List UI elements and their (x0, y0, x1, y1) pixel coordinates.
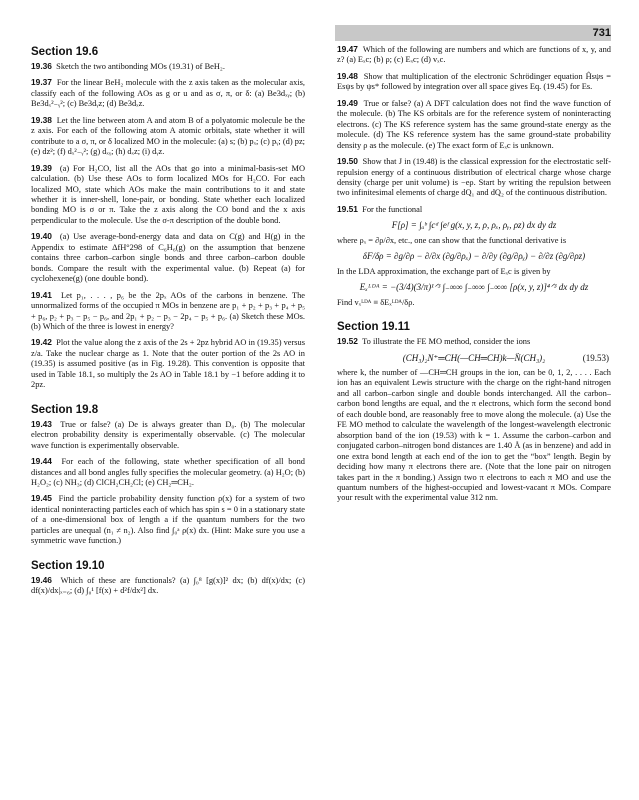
problem-19-52-body: where k, the number of —CH═CH groups in the ion, can be 0, 1, 2, . . . . Each ion has an equivalent Lewis structure with the charge on the right-hand nitrogen and all carbon–carbon single and double bonds interchanged. All the carbon–carbon bond lengths are equal, and the π electrons, which form the second bond of each double bond, are reasonably free to move along the molecule. (a) Use the FE MO method to calculate the wavelength of the longest-wavelength electronic absorption band of the ion (19.53) with k = 1. Assume the carbon–carbon and conjugated carbon–nitrogen bond distances are 1.40 Å (as in benzene) and add in one extra bond length at each end of the ion to get the “box” length. Begin by deciding how many π electrons there are. (Note that the lone pair on nitrogen takes part in the π bonding.) Assign two π electrons to each π MO and use the quantum numbers of the highest-occupied and lowest-vacant π MOs. Compare your result with the experimental value 312 nm. (337, 367, 611, 503)
problem-19-52: 19.52 To illustrate the FE MO method, consider the ions (337, 336, 531, 347)
equation-lda-exchange: Eₓᴸᴰᴬ = −(3/4)(3/π)¹ᐟ³ ∫₋∞∞ ∫₋∞∞ ∫₋∞∞ [ρ(x, y, z)]⁴ᐟ³ dx dy dz (359, 282, 589, 293)
problem-19-38: 19.38 Let the line between atom A and atom B of a polyatomic molecule be the z axis. For each of the following atom A atomic orbitals, state whether it will contribute to a σ, π, or δ localized MO in the molecule: (a) s; (b) pₓ; (c) pᵧ; (d) pz; (e) dz²; (f) dₓ²₋ᵧ²; (g) dₓᵧ; (h) dₓz; (i) dᵧz. (31, 114, 305, 157)
section-title-19-8: Section 19.8 (31, 403, 99, 416)
problem-19-49: 19.49 True or false? (a) A DFT calculation does not find the wave function of the molecule. (b) The KS orbitals are for the reference system of noninteracting electrons. (c) The KS reference system has the same ground-state energy as the molecule. (d) The KS reference system has the same ground-state probability density ρ as the molecule. (e) The exact form of Eₓc is unknown. (337, 97, 612, 150)
problem-19-37: 19.37 For the linear BeH₂ molecule with the z axis taken as the molecular axis, classify each of the following AOs as g or u and as σ, π, or δ: (a) Be3dₓᵧ; (b) Be3dₓ²₋ᵧ²; (c) Be3dᵧz; (d) Be3dₓz. (31, 77, 306, 109)
equation-ion (337, 353, 611, 363)
lda-text: In the LDA approximation, the exchange part of Eₓc is given by (337, 266, 551, 276)
right-column (337, 44, 611, 509)
problem-19-45: 19.45 Find the particle probability density function ρ(x) for a system of two identical noninteracting particles each of which has spin s = 0 in a stationary state of a one-dimensional box of length a if the quantum numbers for the two particles are unequal (n₁ ≠ n₂). Also find ∫₀ᵃ ρ(x) dx. (Hint: Make sure you use a symmetric wave function.) (31, 493, 305, 546)
problem-19-44: 19.44 For each of the following, state whether specification of all bond distances and all bond angles fully specifies the molecular geometry. (a) H₂O; (b) H₂O₂; (c) NH₃; (d) ClCH₂CH₂Cl; (e) CH₂═CH₂. (31, 456, 305, 487)
problem-19-41: 19.41 Let p₁, . . . , p₆ be the 2pₓ AOs of the carbons in benzene. The unnormalized forms of the occupied π MOs in benzene are p₁ + p₂ + p₃ + p₄ + p₅ + p₆, p₂ + p₃ − p₅ − p₆, and 2p₁ + p₂ − p₃ − 2p₄ − p₅ + p₆. (a) Sketch these MOs. (b) Which of the three is lowest in energy? (31, 289, 306, 331)
problem-19-46: 19.46 Which of these are functionals? (a) ∫₀⁸ [g(x)]² dx; (b) df(x)/dx; (c) df(x)/dx|ₓ₌₆; (d) ∫₀¹ [f(x) + d²f/dx²] dx. (31, 574, 305, 596)
lda-find-text: Find vₓᴸᴰᴬ ≡ δEₓᴸᴰᴬ/δρ. (337, 297, 415, 307)
problem-19-39: 19.39 (a) For H₂CO, list all the AOs that go into a minimal-basis-set MO calculation. (b) Use these AOs to form localized MOs for H₂CO. For each localized MO, state which AOs make the main contributions to it and state whether it is inner-shell, lone-pair, or bonding. State whether each localized bonding MO is σ or π. Take the z axis along the CO bond and the x axis perpendicular to the molecule. Use the σ-π description of the double bond. (31, 162, 305, 225)
ion-formula: (CH₃)₂N⁺═CH(—CH═CH)k—N̈(CH₃)₂ (402, 352, 546, 363)
equation-number: (19.53) (582, 352, 609, 363)
problem-19-47: 19.47 Which of the following are numbers and which are functions of x, y, and z? (a) Eₓc; (b) ρ; (c) Eₓc; (d) vₓc. (337, 44, 611, 65)
section-title-19-11: Section 19.11 (337, 321, 410, 334)
problem-19-48: 19.48 Show that multiplication of the electronic Schrödinger equation Ĥsψs = Esψs by ψs* followed by integration over all space gives Eq. (19.45) for Es. (337, 70, 611, 92)
problem-19-43: 19.43 True or false? (a) De is always greater than D₀. (b) The molecular electron probability density is experimentally observable. (c) The molecular wave function is experimentally observable. (31, 418, 306, 450)
equation-functional-derivative: δF/δρ = ∂g/∂ρ − ∂/∂x (∂g/∂ρₓ) − ∂/∂y (∂g/∂ρᵧ) − ∂/∂z (∂g/∂ρz) (362, 251, 586, 262)
header-bar (335, 25, 611, 41)
section-title-19-6: Section 19.6 (31, 46, 99, 58)
left-column (31, 44, 305, 602)
section-title-19-10: Section 19.10 (31, 559, 105, 572)
page-number: 731 (592, 27, 611, 39)
equation-functional: F[ρ] = ∫ₐᵇ ∫cᵈ ∫eᶠ g(x, y, z, ρ, ρₓ, ρᵧ, ρz) dx dy dz (391, 220, 557, 231)
problem-19-51: 19.51 For the functional (337, 203, 423, 214)
problem-19-36: 19.36 Sketch the two antibonding MOs (19.31) of BeH₂. (31, 61, 225, 71)
problem-19-50: 19.50 Show that J in (19.48) is the classical expression for the electrostatic self-repulsion energy of a continuous distribution of electrical charge whose charge density (charge per unit volume) is −eρ. Start by writing the repulsion between two infinitesimal elements of charge dQ₁ and dQ₂ of the continuous distribution. (337, 156, 611, 198)
functional-derivative-text: where ρₓ = ∂ρ/∂x, etc., one can show that the functional derivative is (337, 235, 567, 245)
problem-19-40: 19.40 (a) Use average-bond-energy data and data on C(g) and H(g) in the Appendix to estimate ΔfH°298 of C₆H₆(g) on the assumption that benzene contains three carbon–carbon single bonds and three carbon–carbon double bonds. Compare the result with the experimental value. (b) Repeat (a) for cyclohexene(g) (one double bond). (31, 231, 306, 284)
problem-19-42: 19.42 Plot the value along the z axis of the 2s + 2pz hybrid AO in (19.35) versus z/a. Take the nuclear charge as 1. Note that the outer portion of the 2s AO in (19.35) is assumed positive (as in Fig. 19.28). This convention is opposite that used in Table 18.1, so multiply the 2s AO in Table 18.1 by −1 before adding it to 2pz. (31, 337, 306, 390)
